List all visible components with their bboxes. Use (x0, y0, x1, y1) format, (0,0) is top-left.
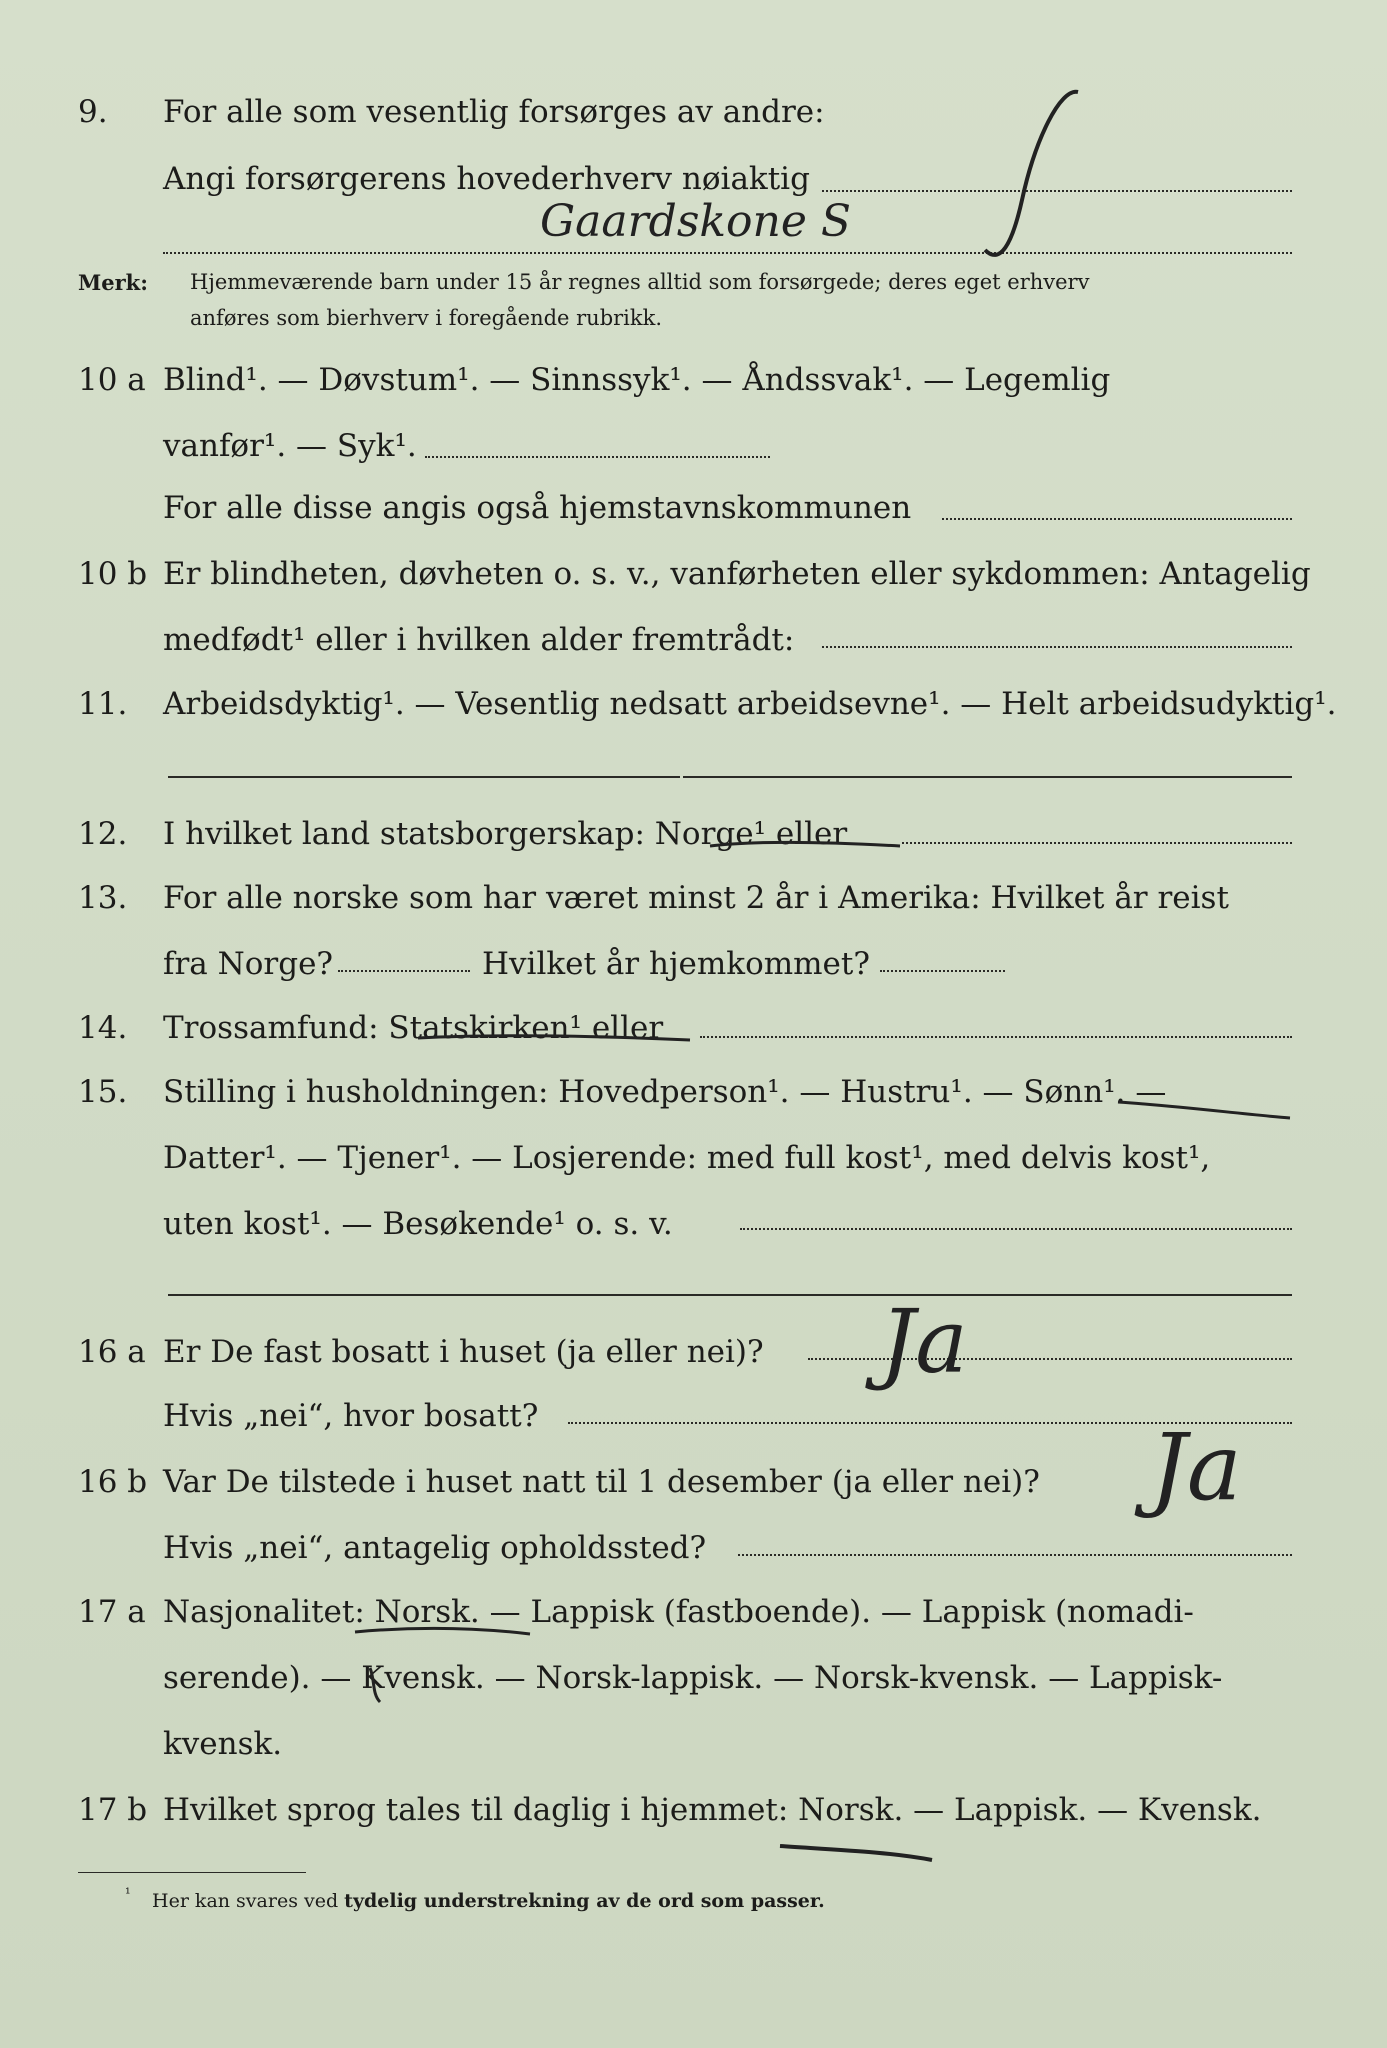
q17a-text-1: Nasjonalitet: Norsk. — Lappisk (fastboende). — Lappisk (nomadi- (163, 1594, 1194, 1630)
q10b-number: 10 b (78, 556, 148, 592)
q9-text-2: Angi forsørgerens hovederhverv nøiaktig (163, 161, 810, 197)
q15-number: 15. (78, 1074, 128, 1110)
q13-text-2a: fra Norge? (163, 946, 334, 982)
footnote-text-bold: tydelig understrekning av de ord som passer. (344, 1890, 825, 1912)
q17b-number: 17 b (78, 1792, 148, 1828)
q15-answer-line (740, 1228, 1292, 1230)
merk-text-1: Hjemmeværende barn under 15 år regnes alltid som forsørgede; deres eget erhverv (190, 270, 1090, 294)
q16a-text-2: Hvis „nei“, hvor bosatt? (163, 1398, 539, 1434)
footnote-text-plain: Her kan svares ved (152, 1890, 339, 1912)
q11-text-1: Arbeidsdyktig¹. — Vesentlig nedsatt arbeidsevne¹. — Helt arbeidsudyktig¹. (163, 686, 1337, 722)
q17b-text-1: Hvilket sprog tales til daglig i hjemmet: Norsk. — Lappisk. — Kvensk. (163, 1792, 1262, 1828)
q10b-text-2: medfødt¹ eller i hvilken alder fremtrådt: (163, 622, 795, 658)
q9-number: 9. (78, 94, 108, 130)
footnote-rule (78, 1872, 306, 1873)
q16a-number: 16 a (78, 1334, 146, 1370)
q14-number: 14. (78, 1010, 128, 1046)
q16b-text-2: Hvis „nei“, antagelig opholdssted? (163, 1530, 707, 1566)
q15-text-1: Stilling i husholdningen: Hovedperson¹. — Hustru¹. — Sønn¹. — (163, 1074, 1167, 1110)
q11-rule-left (168, 776, 680, 778)
q13-text-1: For alle norske som har været minst 2 år i Amerika: Hvilket år reist (163, 880, 1229, 916)
q12-answer-line (902, 842, 1292, 844)
q13-answer-line-2 (880, 970, 1005, 972)
q15-text-2: Datter¹. — Tjener¹. — Losjerende: med full kost¹, med delvis kost¹, (163, 1140, 1211, 1176)
q10a-text-2: vanfør¹. — Syk¹. (163, 428, 417, 464)
q13-number: 13. (78, 880, 128, 916)
q11-number: 11. (78, 686, 128, 722)
q16b-answer-line (738, 1554, 1292, 1556)
q10a-text-3: For alle disse angis også hjemstavnskommunen (163, 490, 912, 526)
q10b-text-1: Er blindheten, døvheten o. s. v., vanførheten eller sykdommen: Antagelig (163, 556, 1311, 592)
q17a-text-2: serende). — Kvensk. — Norsk-lappisk. — Norsk-kvensk. — Lappisk- (163, 1660, 1223, 1696)
q10a-number: 10 a (78, 362, 146, 398)
q13-answer-line-1 (338, 970, 470, 972)
q17b-norsk-underline (780, 1846, 932, 1860)
q15-text-3: uten kost¹. — Besøkende¹ o. s. v. (163, 1206, 673, 1242)
q14-text-1: Trossamfund: Statskirken¹ eller (163, 1010, 664, 1046)
q12-text-1: I hvilket land statsborgerskap: Norge¹ eller (163, 816, 848, 852)
q15-rule (168, 1294, 1292, 1296)
q16a-handwritten-answer: Ja (880, 1290, 968, 1393)
q9-answer-line-2 (163, 252, 1292, 254)
q16a-text-1: Er De fast bosatt i huset (ja eller nei)? (163, 1334, 764, 1370)
q10a-answer-line-1 (425, 456, 770, 458)
q9-handwritten-answer: Gaardskone S (540, 196, 852, 247)
q16b-text-1: Var De tilstede i huset natt til 1 desember (ja eller nei)? (163, 1464, 1040, 1500)
q13-text-2b: Hvilket år hjemkommet? (482, 946, 870, 982)
q9-answer-line-1 (822, 190, 1292, 192)
q9-text-1: For alle som vesentlig forsørges av andre: (163, 94, 825, 130)
q12-number: 12. (78, 816, 128, 852)
q10a-answer-line-2 (942, 518, 1292, 520)
q11-rule-right (683, 776, 1292, 778)
q9-big-s-stroke (985, 92, 1078, 255)
q10a-text-1: Blind¹. — Døvstum¹. — Sinnssyk¹. — Åndssvak¹. — Legemlig (163, 362, 1111, 398)
merk-text-2: anføres som bierhverv i foregående rubrikk. (190, 306, 663, 330)
q10b-answer-line (822, 646, 1292, 648)
merk-label: Merk: (78, 270, 148, 295)
q16b-handwritten-answer: Ja (1150, 1414, 1242, 1521)
footnote-mark: ¹ (125, 1886, 131, 1902)
footnote-text (152, 1890, 825, 1912)
q17a-number: 17 a (78, 1594, 146, 1630)
q17a-text-3: kvensk. (163, 1726, 283, 1762)
q14-answer-line (700, 1036, 1292, 1038)
q16b-number: 16 b (78, 1464, 148, 1500)
